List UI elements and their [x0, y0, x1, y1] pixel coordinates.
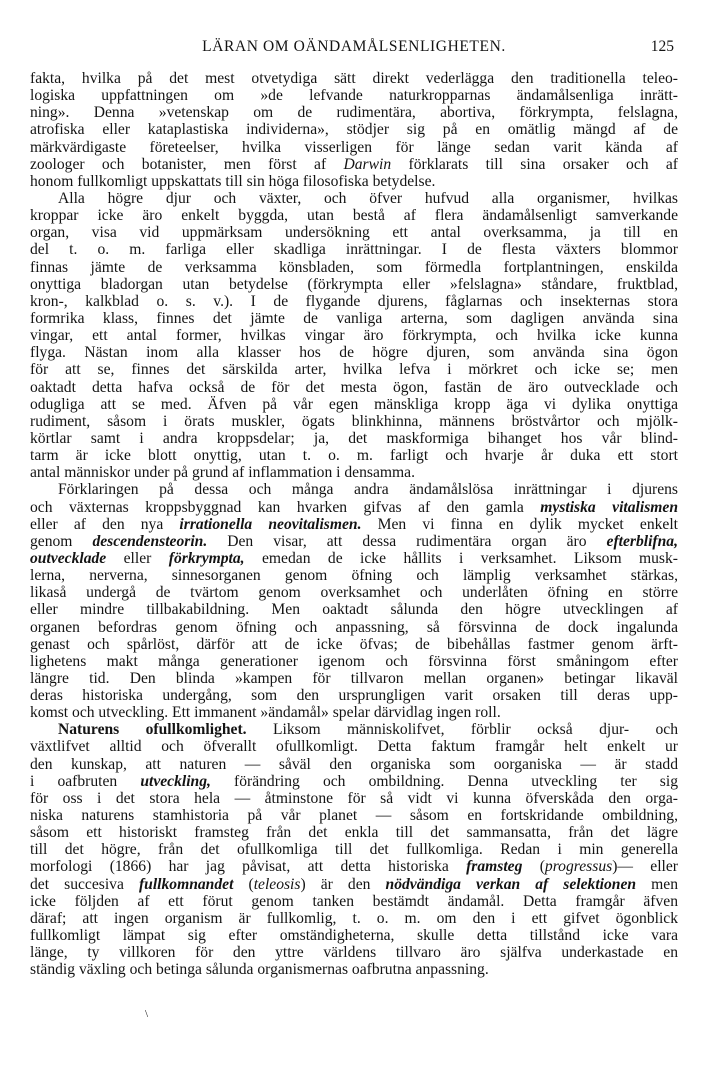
text-segment: logiska uppfattningen om »de lefvande naturkropparnas ändamålsenliga inrätt- — [30, 87, 678, 105]
text-line — [30, 190, 678, 207]
text-segment: förklarats till sina orsaker och af — [391, 155, 678, 173]
text-segment: vingar, ett antal former, hvilkas vingar äro förkrympta, och hvilka icke kunna — [30, 327, 678, 345]
text-segment: morfologi (1866) har jag påvisat, att detta historiska — [30, 858, 467, 876]
text-segment: del t. o. m. farliga eller skadliga inrättningar. I de flesta växters blommor — [30, 241, 678, 259]
emphasis-text: descendensteorin. — [92, 532, 208, 550]
text-line — [30, 104, 678, 121]
text-line — [30, 516, 678, 533]
page-number: 125 — [650, 38, 674, 55]
text-line — [30, 601, 678, 618]
text-segment: ( — [233, 875, 254, 893]
text-segment: )— eller — [612, 858, 678, 876]
text-segment: ning». Denna »vetenskap om de rudimentära, abortiva, förkrympta, felslagna, — [30, 104, 678, 122]
text-line — [30, 87, 678, 104]
text-line — [30, 567, 678, 584]
text-line — [30, 481, 678, 498]
text-line — [30, 876, 678, 893]
emphasis-text: outvecklade — [30, 549, 107, 567]
text-line — [30, 156, 678, 173]
text-line — [30, 550, 678, 567]
text-line — [30, 241, 678, 258]
text-segment: antal människor under på grund af inflammation i densamma. — [30, 464, 415, 482]
text-line — [30, 738, 678, 755]
text-segment: längre tid. Den blinda »kampen för tillvaron mellan organen» betingar likaväl — [30, 669, 678, 687]
text-line — [30, 927, 678, 944]
text-line — [30, 670, 678, 687]
emphasis-text: progressus — [544, 858, 613, 876]
text-line — [30, 379, 678, 396]
emphasis-text: mystiska vitalismen — [540, 498, 678, 516]
emphasis-text: utveckling, — [140, 772, 211, 790]
text-line — [30, 173, 678, 190]
text-segment: formrika klass, finnes det jämte de vanliga arterna, som dagligen använda sina — [30, 309, 678, 327]
text-line — [30, 139, 678, 156]
text-segment: zoologer och botanister, men först af — [30, 155, 344, 173]
text-segment: rudiment, såsom i örats muskler, ögats blinkhinna, männens bröstvårtor och mjölk- — [30, 412, 678, 430]
text-segment: niska naturens stamhistoria på vår planet — såsom en fortskridande ombildning, — [30, 807, 678, 825]
text-line — [30, 824, 678, 841]
text-line — [30, 430, 678, 447]
text-line — [30, 464, 678, 481]
text-segment: länge, ty villkoren för den yttre världens tillvaro äro själfva underkastade en — [30, 944, 678, 962]
text-segment: Liksom människolifvet, förblir också djur- och — [246, 721, 678, 739]
text-line — [30, 721, 678, 738]
text-line — [30, 447, 678, 464]
text-line — [30, 910, 678, 927]
text-line — [30, 636, 678, 653]
text-line — [30, 121, 678, 138]
text-segment: eller — [106, 549, 169, 567]
text-segment: deras historiska undergång, som den ursprungligen varit orsaken till deras upp- — [30, 687, 678, 705]
text-segment: Den visar, att dessa rudimentära organ äro — [207, 532, 607, 550]
text-segment: lighetens makt många generationer igenom och försvinna först småningom efter — [30, 652, 678, 670]
text-segment: förändring och ombildning. Denna utveckling ter sig — [210, 772, 678, 790]
emphasis-text: efterblifna, — [606, 532, 678, 550]
text-segment: kroppar icke äro enkelt byggda, utan bestå af flera ändamålsenligt samverkande — [30, 207, 678, 225]
text-segment: körtlar samt i andra kroppsdelar; ja, det maskformiga bihanget hos vår blind- — [30, 429, 678, 447]
text-segment: komst och utveckling. Ett immanent »ändamål» spelar därvidlag ingen roll. — [30, 704, 501, 722]
text-line — [30, 224, 678, 241]
text-line — [30, 259, 678, 276]
text-segment: honom fullkomligt uppskattats till sin höga filosofiska betydelse. — [30, 172, 436, 190]
text-segment: den kunskap, att naturen — såväl den organiska som oorganiska — är stadd — [30, 755, 678, 773]
text-segment: flyga. Nästan inom alla klasser hos de högre djuren, som använda sina ögon — [30, 344, 678, 362]
text-segment: organ, visa vid uppmärksam undersökning ett antal overksamma, ja till en — [30, 224, 678, 242]
text-segment: atrofiska eller kataplastiska individerna», stödjer sig på en omätlig mängd af de — [30, 121, 678, 139]
emphasis-text: förkrympta, — [168, 549, 245, 567]
text-line — [30, 499, 678, 516]
text-segment: märkvärdigaste företeelser, hvilka visserligen för länge sedan varit kända af — [30, 138, 678, 156]
text-line — [30, 704, 678, 721]
text-line — [30, 773, 678, 790]
text-line — [30, 807, 678, 824]
text-line — [30, 841, 678, 858]
text-line — [30, 276, 678, 293]
emphasis-text: Naturens ofullkomlighet. — [58, 721, 247, 739]
text-line — [30, 70, 678, 87]
emphasis-text: fullkomnandet — [138, 875, 234, 893]
text-segment: kron-, kalkblad o. s. v.). I de flygande djurens, fåglarnas och insekternas stora — [30, 292, 678, 310]
text-segment: såsom ett historiskt framsteg från det enkla till det sammansatta, från det lägre — [30, 824, 678, 842]
text-segment: det succesiva — [30, 875, 139, 893]
text-line — [30, 790, 678, 807]
text-segment: växtlifvet alltid och öfverallt ofullkomligt. Detta faktum framgår helt enkelt ur — [30, 738, 678, 756]
text-segment: eller af den nya — [30, 515, 180, 533]
text-line — [30, 584, 678, 601]
text-segment: ständig växling och betinga sålunda organismernas oafbrutna anpassning. — [30, 961, 489, 979]
text-line — [30, 396, 678, 413]
text-line — [30, 893, 678, 910]
text-segment: fullkomligt lämpat sig efter omständigheterna, skulle detta tillstånd icke vara — [30, 927, 678, 945]
body-text — [30, 70, 678, 978]
text-segment: genast och spårlöst, därför att de icke öfvas; de bibehållas fastmer genom ärft- — [30, 635, 678, 653]
text-segment: tarm är icke blott onyttig, utan t. o. m. farligt och hvarje år duka ett stort — [30, 447, 678, 465]
text-line — [30, 293, 678, 310]
emphasis-text: irrationella neovitalismen. — [179, 515, 362, 533]
text-segment: ( — [522, 858, 545, 876]
emphasis-text: nödvändiga verkan af selektionen — [385, 875, 637, 893]
text-segment: i oafbruten — [30, 772, 141, 790]
text-segment: Men vi finna en dylik mycket enkelt — [361, 515, 678, 533]
text-segment: oaktadt detta hafva också de för det mesta ögon, fastän de äro outvecklade och — [30, 378, 678, 396]
emphasis-text: framsteg — [466, 858, 523, 876]
text-segment: odugliga att se med. Äfven på vår egen mänskliga kropp äga vi dylika onyttiga — [30, 395, 678, 413]
running-head: LÄRAN OM OÄNDAMÅLSENLIGHETEN. — [202, 38, 506, 55]
text-line — [30, 327, 678, 344]
text-line — [30, 619, 678, 636]
text-segment: lerna, nerverna, sinnesorganen genom öfning och lämplig verksamhet stärkas, — [30, 567, 678, 585]
text-segment: finnas jämte de verksamma könsbladen, som förmedla fortplantningen, enskilda — [30, 258, 678, 276]
text-segment: för att se, finnes det särskilda arter, hvilka lefva i mörkret och icke se; men — [30, 361, 678, 379]
emphasis-text: teleosis — [253, 875, 301, 893]
text-segment: däraf; att ingen organism är fullkomlig, t. o. m. om den i ett gifvet ögonblick — [30, 909, 678, 927]
text-segment: Förklaringen på dessa och många andra ändamålslösa inrättningar i djurens — [58, 481, 678, 499]
text-line — [30, 413, 678, 430]
text-segment: genom — [30, 532, 93, 550]
text-line — [30, 653, 678, 670]
text-line — [30, 533, 678, 550]
text-line — [30, 687, 678, 704]
stray-mark: \ — [145, 1008, 149, 1020]
text-segment: och växternas kroppsbyggnad kan hvarken gifvas af den gamla — [30, 498, 541, 516]
text-line — [30, 944, 678, 961]
text-segment: till det högre, från det ofullkomliga till det fullkomliga. Redan i min generella — [30, 841, 678, 859]
emphasis-text: Darwin — [343, 155, 392, 173]
text-segment: fakta, hvilka på det mest otvetydiga sätt direkt vederlägga den traditionella teleo- — [30, 70, 678, 87]
text-line — [30, 361, 678, 378]
text-segment: icke följden af ett förut genom tanken bestämdt ändamål. Detta framgår äfven — [30, 892, 678, 910]
text-line — [30, 961, 678, 978]
text-line — [30, 310, 678, 327]
text-segment: Alla högre djur och växter, och öfver hufvud alla organismer, hvilkas — [58, 189, 678, 207]
text-line — [30, 207, 678, 224]
text-segment: emedan de icke hållits i verksamhet. Liksom musk- — [244, 549, 678, 567]
text-segment: organen befordras genom öfning och anpassning, så försvinna de dock ingalunda — [30, 618, 678, 636]
book-page — [30, 38, 678, 978]
text-segment: likaså undergå de tvärtom genom overksamhet och underlåten öfning en större — [30, 584, 678, 602]
text-line — [30, 756, 678, 773]
text-segment: men — [636, 875, 678, 893]
text-line — [30, 858, 678, 875]
text-segment: ) är den — [300, 875, 386, 893]
text-line — [30, 344, 678, 361]
text-segment: eller mindre tillbakabildning. Men oaktadt sålunda den högre utvecklingen af — [30, 601, 678, 619]
text-segment: onyttiga bladorgan utan betydelse (förkrympta eller »felslagna» ståndare, fruktblad, — [30, 275, 678, 293]
text-segment: för oss i det stora hela — åtminstone för så vidt vi kunna öfverskåda den orga- — [30, 789, 678, 807]
page-header — [30, 38, 678, 60]
